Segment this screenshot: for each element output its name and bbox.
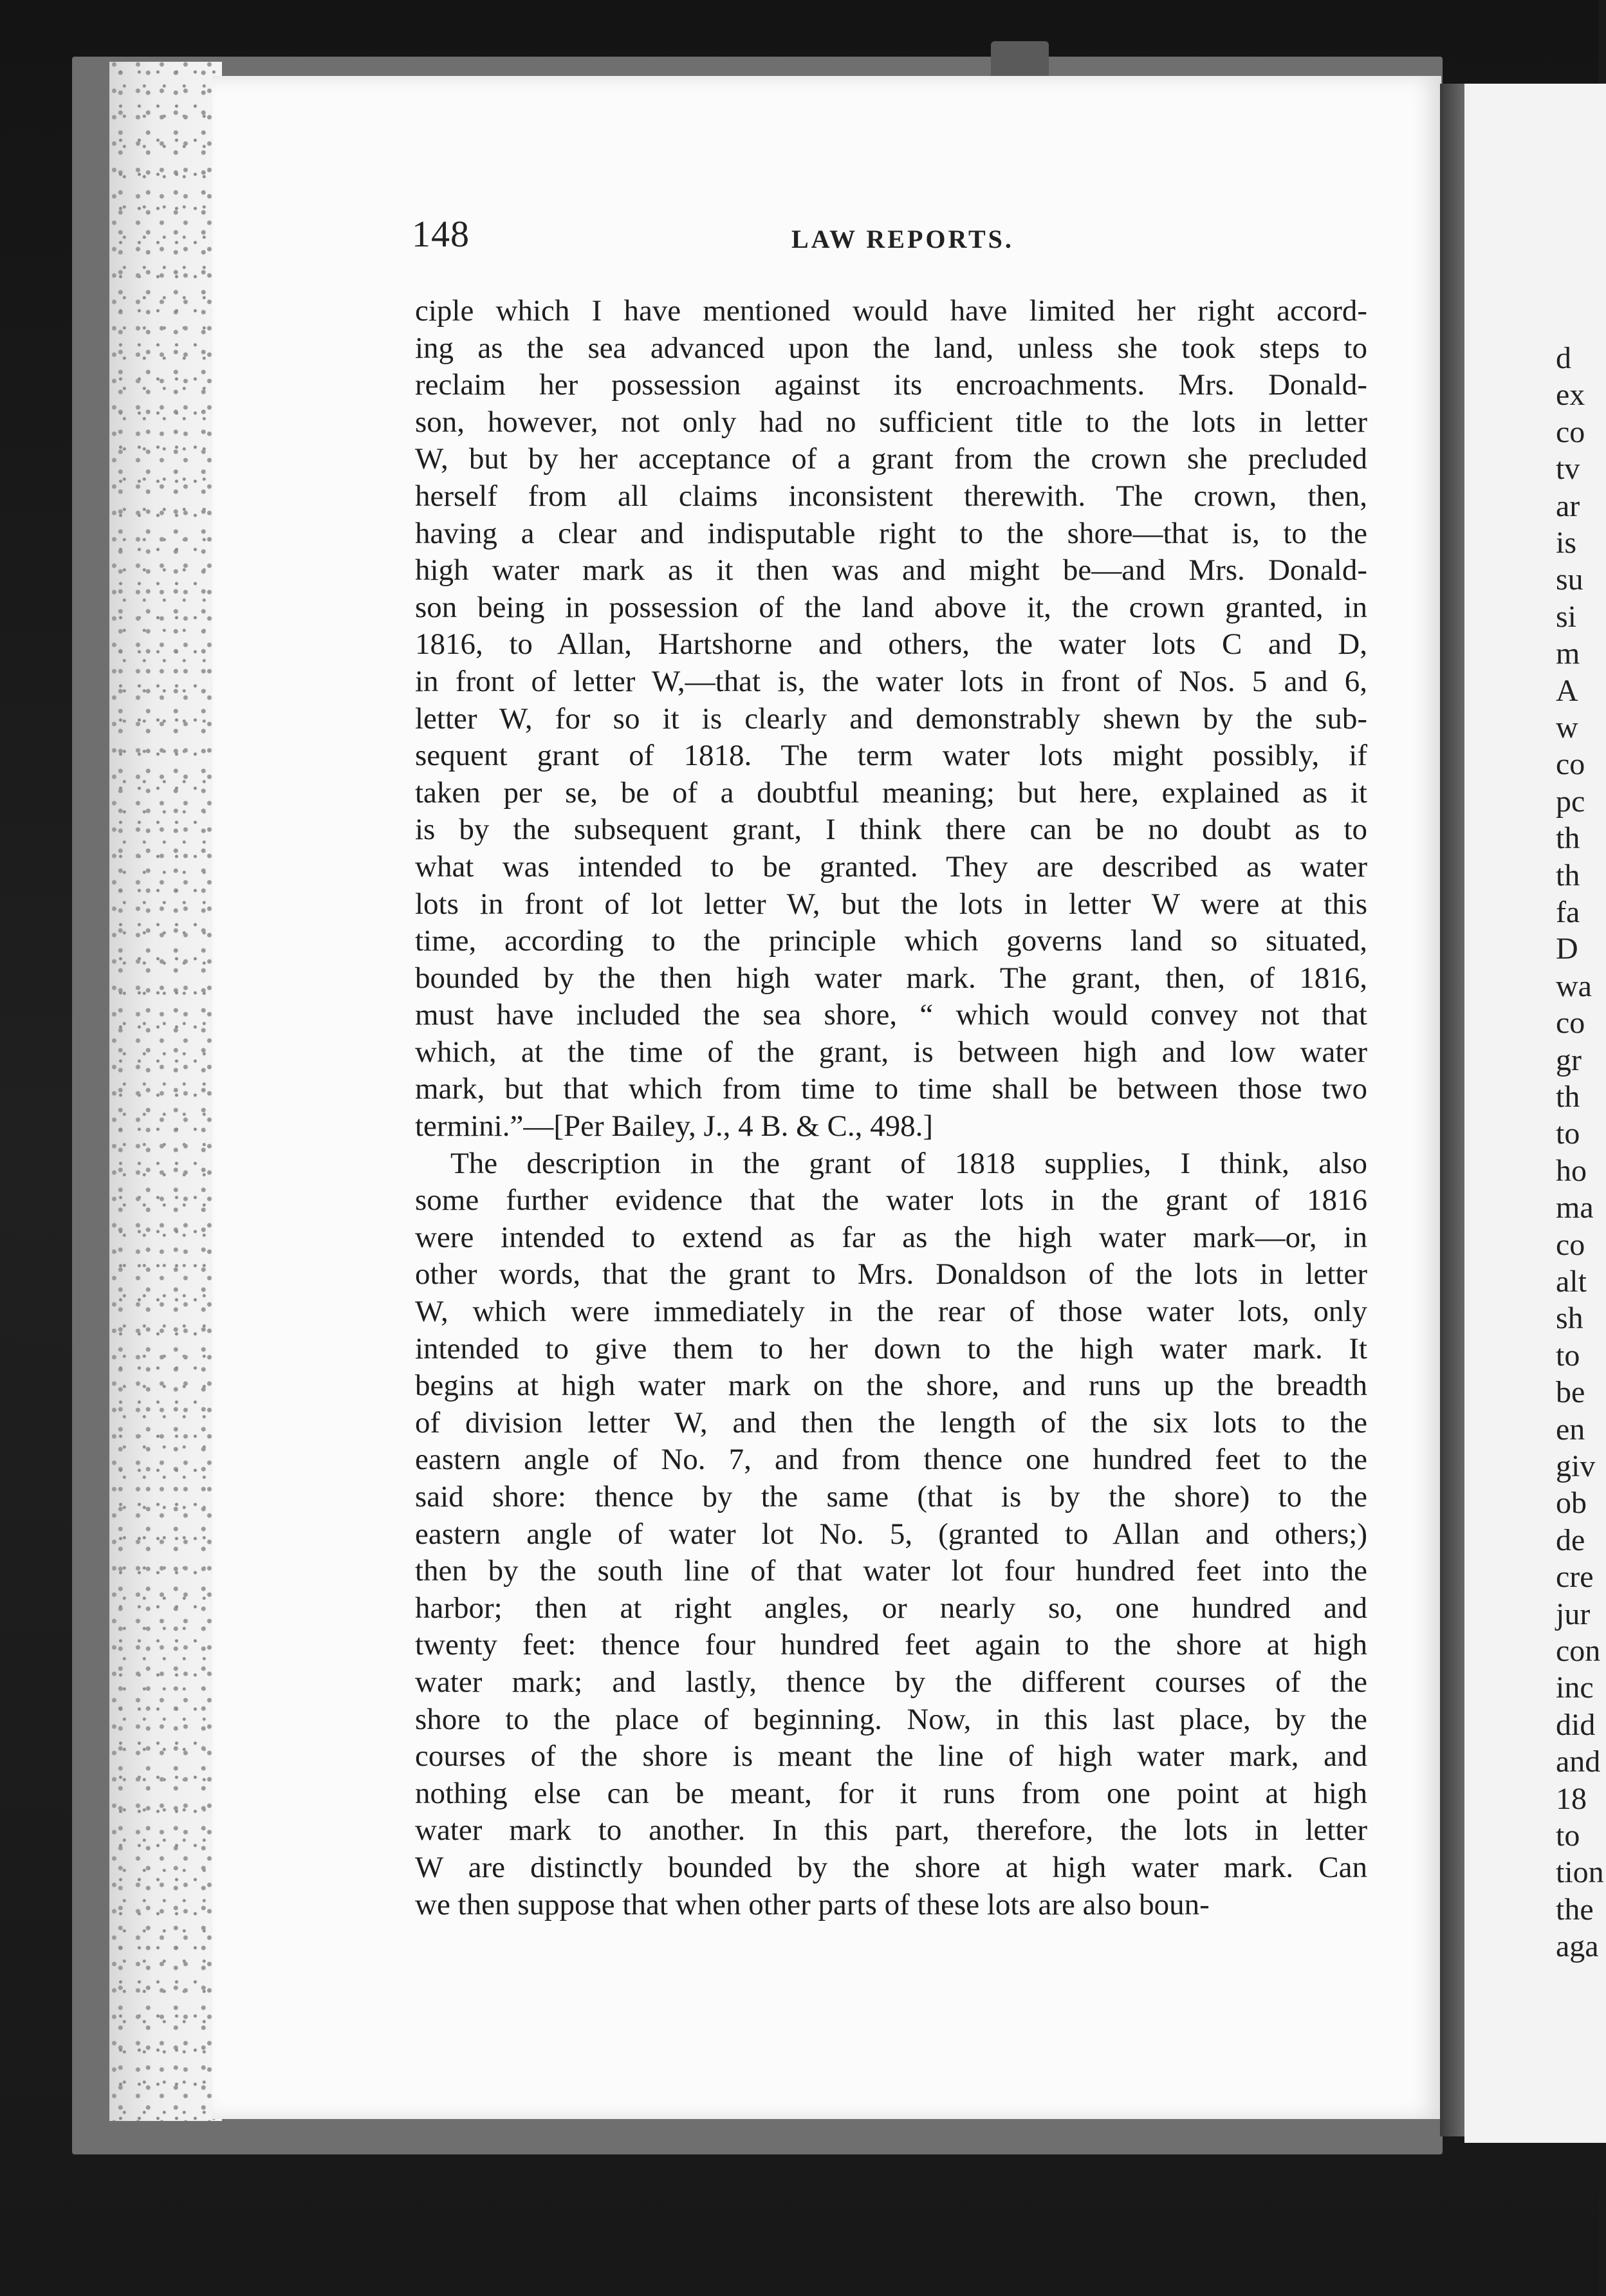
facing-page-fragment: en [1556,1412,1585,1447]
text-line: time, according to the principle which governs land so situated, [415,924,1367,958]
facing-page-fragment: to [1556,1116,1580,1151]
text-line: reclaim her possession against its encroachments. Mrs. Donald- [415,368,1367,402]
facing-page-fragment: the [1556,1892,1594,1927]
facing-page-fragment: aga [1556,1929,1599,1964]
text-line: said shore: thence by the same (that is by the shore) to the [415,1480,1367,1514]
text-line: letter W, for so it is clearly and demonstrably shewn by the sub- [415,701,1367,736]
text-line: son, however, not only had no sufficient title to the lots in letter [415,405,1367,439]
facing-page-fragment: co [1556,414,1585,449]
text-line: water mark; and lastly, thence by the different courses of the [415,1665,1367,1699]
text-line: is by the subsequent grant, I think there can be no doubt as to [415,813,1367,847]
text-line: of division letter W, and then the length of the six lots to the [415,1405,1367,1440]
facing-page-fragment: sh [1556,1301,1583,1336]
facing-page-fragment: giv [1556,1449,1596,1483]
facing-page-fragment: co [1556,1006,1585,1041]
text-line: we then suppose that when other parts of these lots are also boun- [415,1887,1210,1921]
text-line: in front of letter W,—that is, the water lots in front of Nos. 5 and 6, [415,664,1367,698]
facing-page-fragment: ho [1556,1153,1587,1188]
text-line: sequent grant of 1818. The term water lots might possibly, if [415,739,1367,773]
facing-page-fragment: de [1556,1523,1585,1557]
text-line: intended to give them to her down to the high water mark. It [415,1331,1367,1366]
page-fore-edge [1440,84,1464,2136]
facing-page-fragment: to [1556,1338,1580,1373]
facing-page-fragment: alt [1556,1264,1587,1299]
text-line: eastern angle of water lot No. 5, (granted to Allan and others;) [415,1517,1367,1551]
facing-page-fragment: th [1556,858,1580,893]
facing-page-fragment: is [1556,526,1577,560]
text-line: herself from all claims inconsistent therewith. The crown, then, [415,479,1367,513]
facing-page-fragment: inc [1556,1671,1594,1705]
text-line: twenty feet: thence four hundred feet again to the shore at high [415,1628,1367,1662]
text-line: taken per se, be of a doubtful meaning; but here, explained as it [415,775,1367,810]
facing-page-fragment: A [1556,673,1578,708]
text-line: mark, but that which from time to time shall be between those two [415,1072,1367,1106]
facing-page-fragment: su [1556,562,1583,597]
facing-page-fragment: th [1556,821,1580,856]
text-line: W, which were immediately in the rear of those water lots, only [415,1295,1367,1329]
facing-page-fragment: to [1556,1819,1580,1853]
page-number: 148 [412,213,470,255]
clip-mark [991,41,1049,80]
text-line: nothing else can be meant, for it runs from one point at high [415,1776,1367,1810]
page-gutter [109,62,222,2121]
text-line: ciple which I have mentioned would have limited her right accord- [415,294,1367,328]
facing-page-fragment: ex [1556,378,1585,412]
text-line: water mark to another. In this part, therefore, the lots in letter [415,1813,1367,1847]
text-line: high water mark as it then was and might be—and Mrs. Donald- [415,553,1367,588]
facing-page-fragment: th [1556,1080,1580,1114]
facing-page-fragment: co [1556,747,1585,782]
facing-page-fragment: si [1556,599,1577,634]
facing-page-fragment: ar [1556,488,1580,523]
text-line: which, at the time of the grant, is between high and low water [415,1035,1367,1069]
text-line: courses of the shore is meant the line of high water mark, and [415,1739,1367,1773]
text-line: other words, that the grant to Mrs. Donaldson of the lots in letter [415,1257,1367,1292]
facing-page-fragment: and [1556,1745,1601,1779]
text-line: eastern angle of No. 7, and from thence one hundred feet to the [415,1443,1367,1477]
facing-page-fragment: fa [1556,895,1580,929]
facing-page-fragment: d [1556,341,1571,375]
facing-page-fragment: con [1556,1634,1601,1668]
facing-page-fragment: cre [1556,1560,1594,1595]
facing-page-fragment: be [1556,1375,1585,1410]
page-header [412,212,1396,264]
facing-page-fragment: did [1556,1707,1596,1742]
text-line: son being in possession of the land above it, the crown granted, in [415,590,1367,624]
facing-page-fragment: m [1556,636,1580,671]
text-line: W, but by her acceptance of a grant from the crown she precluded [415,442,1367,476]
text-line: some further evidence that the water lots in the grant of 1816 [415,1183,1367,1217]
text-line: bounded by the then high water mark. The grant, then, of 1816, [415,961,1367,995]
facing-page-fragment: tion [1556,1855,1604,1890]
text-line: The description in the grant of 1818 supplies, I think, also [450,1146,1367,1180]
facing-page-fragment: jur [1556,1597,1591,1631]
running-head: LAW REPORTS. [791,225,1014,254]
text-line: termini.”—[Per Bailey, J., 4 B. & C., 498.] [415,1109,933,1143]
facing-page-fragment: D [1556,932,1578,967]
text-line: then by the south line of that water lot four hundred feet into the [415,1554,1367,1588]
text-line: lots in front of lot letter W, but the lots in letter W were at this [415,887,1367,921]
text-line: W are distinctly bounded by the shore at high water mark. Can [415,1850,1367,1884]
text-line: were intended to extend as far as the high water mark—or, in [415,1220,1367,1254]
facing-page-fragment: ob [1556,1486,1587,1521]
facing-page-fragment: pc [1556,784,1585,819]
text-line: must have included the sea shore, “ which would convey not that [415,998,1367,1032]
text-line: shore to the place of beginning. Now, in this last place, by the [415,1702,1367,1736]
facing-page-fragment: 18 [1556,1781,1587,1816]
text-line: having a clear and indisputable right to the shore—that is, to the [415,516,1367,550]
text-line: what was intended to be granted. They are described as water [415,849,1367,884]
text-line: harbor; then at right angles, or nearly so, one hundred and [415,1591,1367,1625]
facing-page-fragment: ma [1556,1190,1594,1225]
text-line: begins at high water mark on the shore, and runs up the breadth [415,1369,1367,1403]
text-line: ing as the sea advanced upon the land, unless she took steps to [415,331,1367,365]
facing-page-fragment: tv [1556,452,1580,486]
facing-page-fragment: w [1556,710,1578,745]
facing-page-fragment: co [1556,1227,1585,1262]
body-text [415,293,1367,1923]
facing-page-fragment: wa [1556,968,1592,1003]
facing-page-fragment: gr [1556,1042,1582,1077]
text-line: 1816, to Allan, Hartshorne and others, the water lots C and D, [415,627,1367,662]
